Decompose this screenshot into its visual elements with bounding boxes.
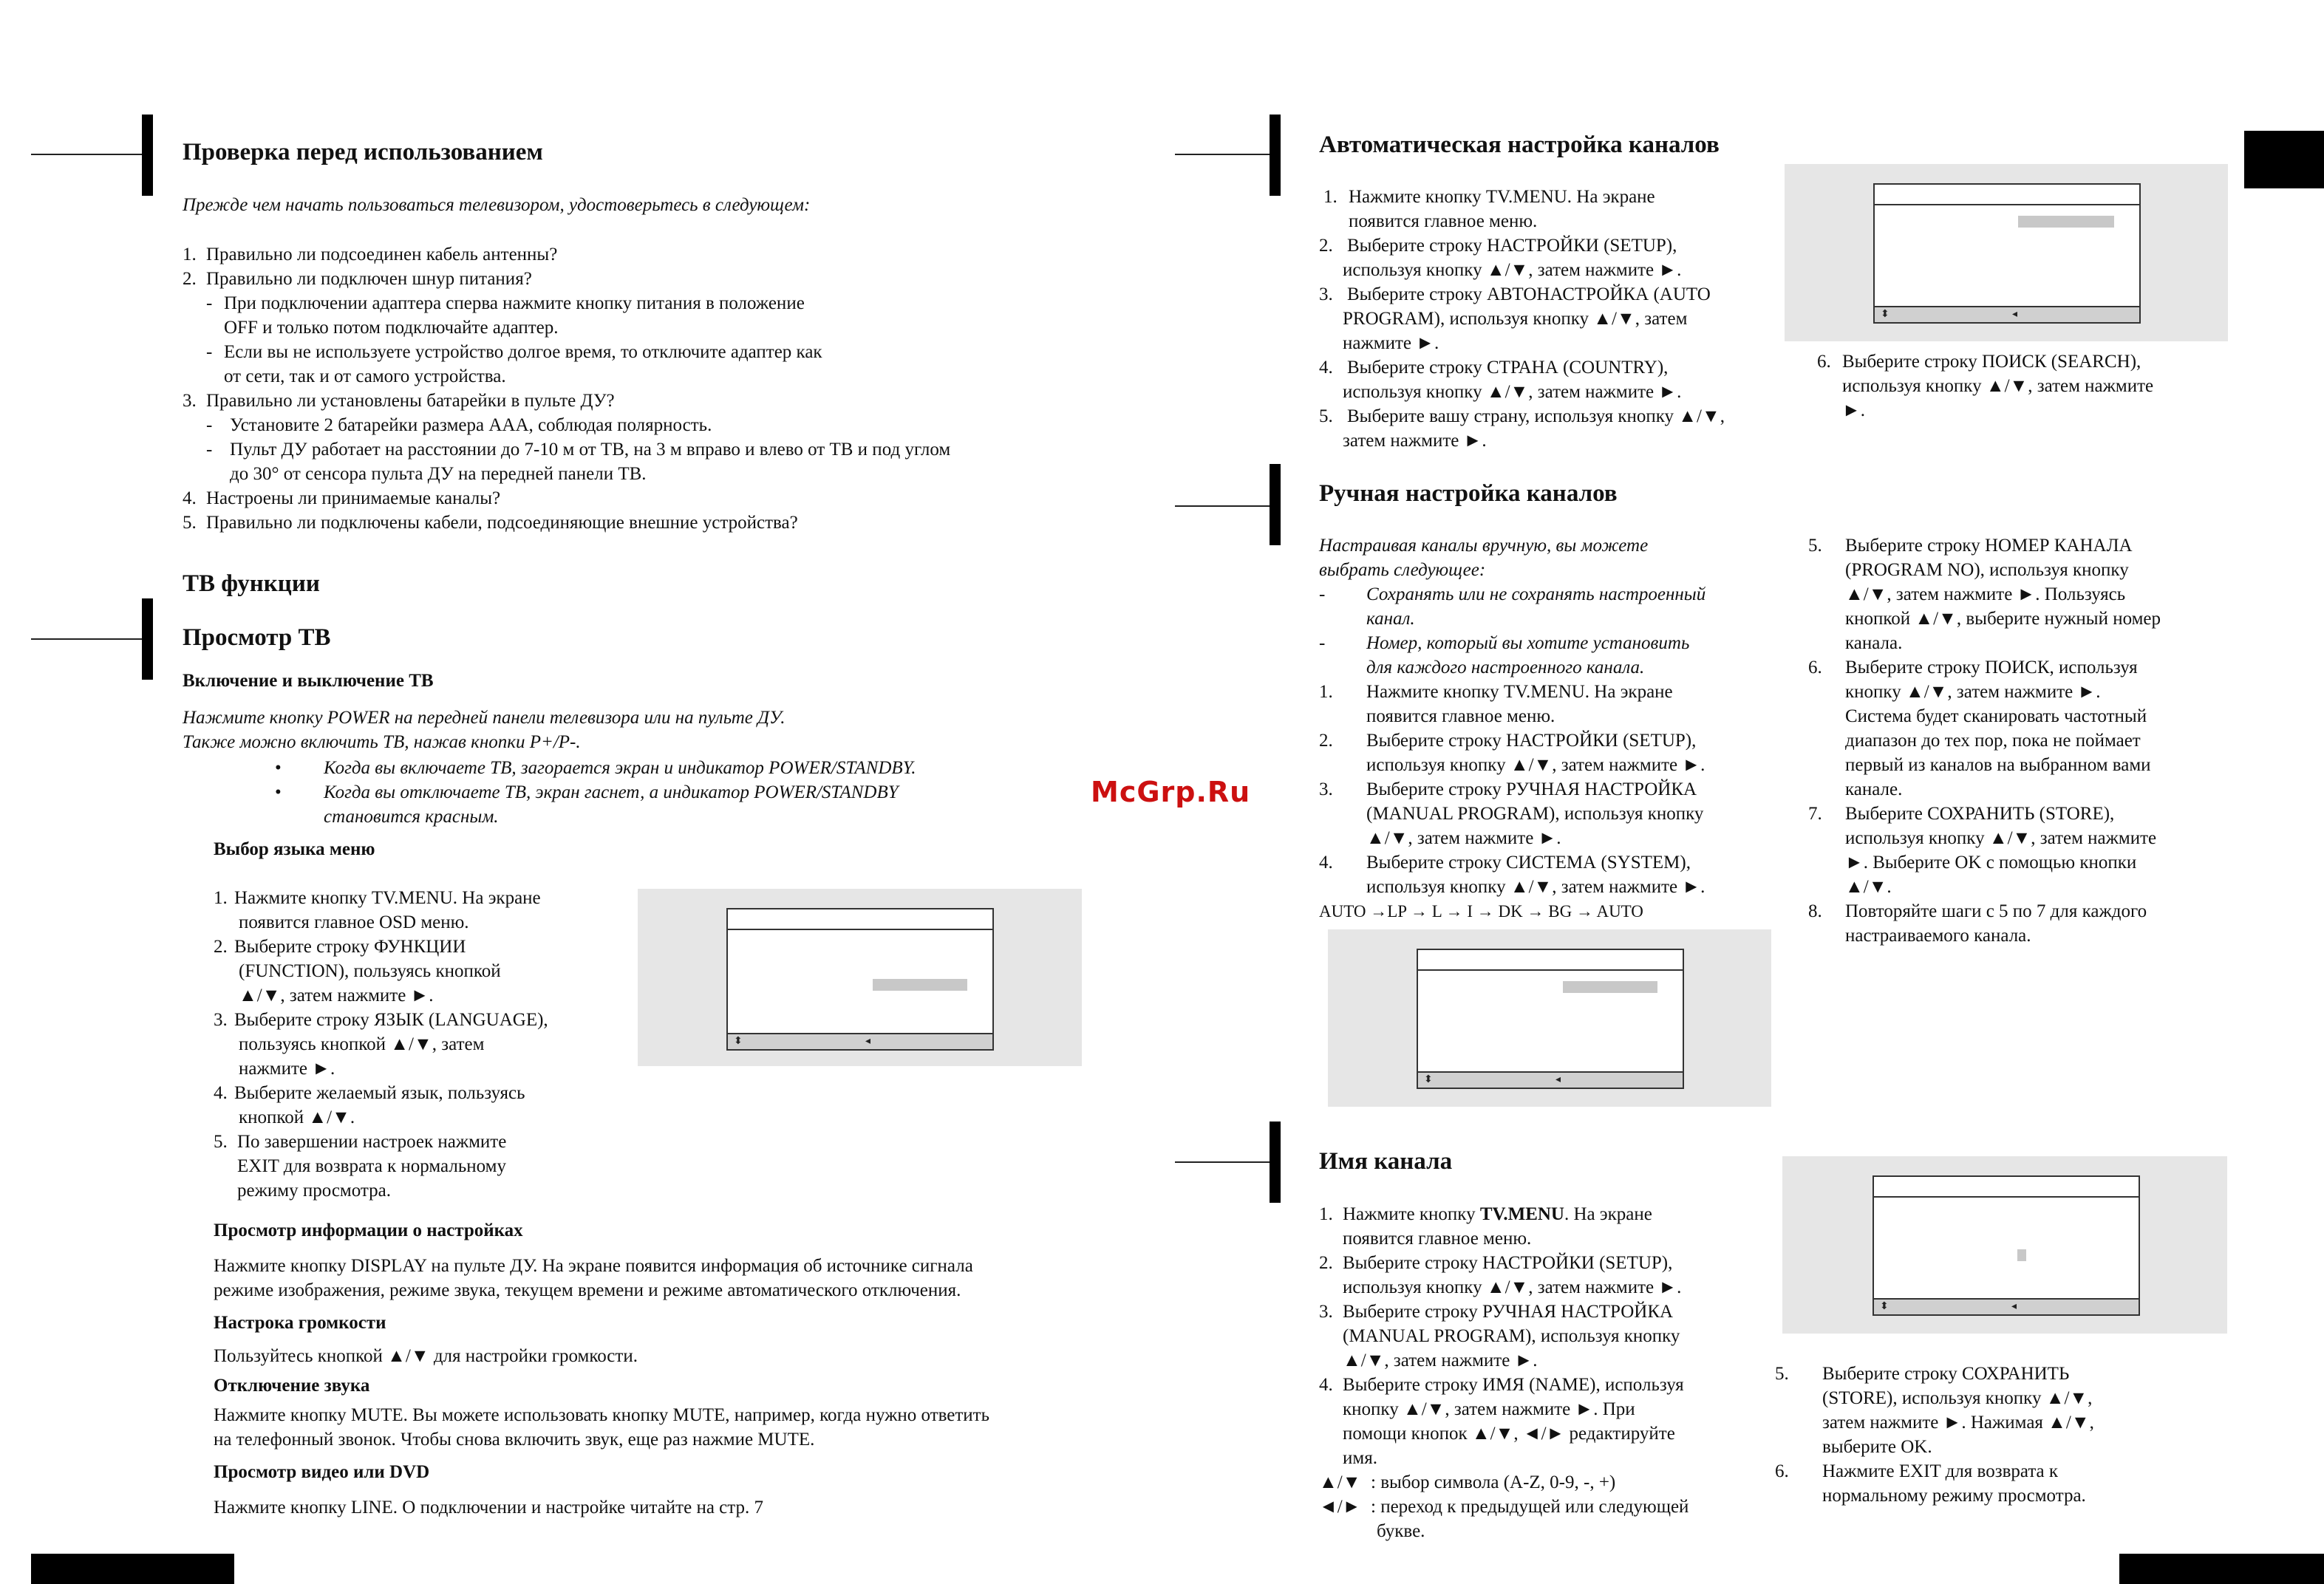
step-text: Нажмите кнопку TV.MENU. На экране xyxy=(1366,682,1673,702)
item-number: 2. xyxy=(183,269,197,289)
left-arrow-icon: ◂ xyxy=(865,1035,871,1047)
updown-arrow-icon: ⬍ xyxy=(734,1035,743,1047)
manual-step xyxy=(1319,680,1777,728)
lang-step xyxy=(214,886,613,935)
item-text: Настроены ли принимаемые каналы? xyxy=(206,488,501,508)
step-number: 5. xyxy=(1775,1364,1789,1384)
manual-intro: Настраивая каналы вручную, вы можете xyxy=(1319,536,1649,556)
step-text: кнопкой ▲/▼. xyxy=(239,1107,355,1127)
lang-step xyxy=(214,935,613,1008)
step-text: Система будет сканировать частотный xyxy=(1845,706,2147,726)
step-number: 3. xyxy=(214,1010,228,1030)
auto-step xyxy=(1319,185,1792,233)
item-number: 3. xyxy=(183,391,197,411)
step-text: используя кнопку ▲/▼, затем нажмите ►. xyxy=(1366,755,1705,775)
item-text: от сети, так и от самого устройства. xyxy=(224,366,506,386)
volume-text: Пользуйтесь кнопкой ▲/▼ для настройки громкости. xyxy=(214,1346,638,1366)
step-text: Выберите строку ПОИСК, используя xyxy=(1845,658,2138,677)
step-text: ►. xyxy=(1842,400,1865,420)
section-marker-bar xyxy=(142,598,153,680)
updown-arrow-icon: ⬍ xyxy=(1424,1073,1433,1085)
step-number: 2. xyxy=(1319,1253,1333,1273)
step-text: Выберите строку ПОИСК (SEARCH), xyxy=(1842,352,2141,372)
step-text: используя кнопку ▲/▼, затем нажмите ►. xyxy=(1343,260,1682,280)
osd-highlight-bar xyxy=(2018,216,2114,228)
step-text: Нажмите кнопку TV.MENU. На экране xyxy=(1349,187,1655,207)
page-corner-block xyxy=(2119,1554,2324,1584)
step-text: Выберите строку НАСТРОЙКИ (SETUP), xyxy=(1366,731,1697,751)
manual-title: Ручная настройка каналов xyxy=(1319,480,1618,507)
check-subitem xyxy=(183,291,1136,340)
item-text: Правильно ли подключен шнур питания? xyxy=(206,269,532,289)
step-text: Выберите строку НОМЕР КАНАЛА xyxy=(1845,536,2133,556)
check-item xyxy=(183,511,1136,535)
lang-step xyxy=(214,1130,613,1203)
manual-step xyxy=(1319,777,1777,850)
key-text: : выбор символа (A-Z, 0-9, -, +) xyxy=(1371,1472,1616,1492)
key-legend xyxy=(1319,1495,1762,1543)
step-text: появится главное меню. xyxy=(1343,1229,1532,1249)
step-text: пользуясь кнопкой ▲/▼, затем xyxy=(239,1034,485,1054)
manual-step xyxy=(1808,655,2237,802)
step-text: ▲/▼, затем нажмите ►. Пользуясь xyxy=(1845,584,2126,604)
step-text: канале. xyxy=(1845,779,1903,799)
bullet-item xyxy=(275,756,916,780)
step-text: настраиваемого канала. xyxy=(1845,926,2031,946)
step-text: диапазон до тех пор, пока не поймает xyxy=(1845,731,2141,751)
step-text xyxy=(1343,1202,1762,1226)
name-step xyxy=(1319,1202,1762,1251)
section-rule xyxy=(1175,1161,1271,1163)
item-number: 1. xyxy=(183,245,197,264)
step-text: Выберите желаемый язык, пользуясь xyxy=(234,1083,525,1103)
system-cycle: AUTO →LP → L → I → DK → BG → AUTO xyxy=(1319,902,1643,921)
step-text: Выберите строку СИСТЕМА (SYSTEM), xyxy=(1366,853,1691,873)
step-text: EXIT для возврата к нормальному xyxy=(237,1156,506,1176)
item-number: 5. xyxy=(183,513,197,533)
name-title: Имя канала xyxy=(1319,1148,1453,1175)
check-list xyxy=(183,242,1136,535)
step-text: имя. xyxy=(1343,1448,1377,1468)
tv-functions-title: ТВ функции xyxy=(183,570,320,597)
step-text: По завершении настроек нажмите xyxy=(237,1132,507,1152)
dash-mark: - xyxy=(206,293,213,313)
bullet-mark: • xyxy=(275,782,282,802)
osd-highlight-bar xyxy=(1563,981,1657,993)
osd-title-divider xyxy=(728,929,992,930)
osd-bottom-bar xyxy=(1874,1298,2139,1314)
osd-bottom-bar xyxy=(1875,306,2139,322)
step-text: кнопку ▲/▼, затем нажмите ►. xyxy=(1845,682,2101,702)
onoff-line: Нажмите кнопку POWER на передней панели телевизора или на пульте ДУ. xyxy=(183,708,786,728)
step-text: Выберите вашу страну, используя кнопку ▲/▼, xyxy=(1347,406,1725,426)
step-text: помощи кнопок ▲/▼, ◄/► редактируйте xyxy=(1343,1424,1675,1444)
step-text: появится главное меню. xyxy=(1349,211,1538,231)
dash-mark: - xyxy=(206,342,213,362)
info-line: Нажмите кнопку DISPLAY на пульте ДУ. На экране появится информация об источнике сигнала xyxy=(214,1256,973,1276)
view-tv-title: Просмотр ТВ xyxy=(183,624,331,651)
step-number: 1. xyxy=(214,888,228,908)
step-number: 5. xyxy=(214,1132,228,1152)
auto-title: Автоматическая настройка каналов xyxy=(1319,132,1720,158)
step-text: (PROGRAM NO), используя кнопку xyxy=(1845,560,2129,580)
osd-title-divider xyxy=(1874,1196,2139,1198)
osd-screenshot-panel xyxy=(1782,1156,2227,1334)
step-number: 1. xyxy=(1323,187,1338,207)
left-arrow-icon: ◂ xyxy=(2011,1300,2017,1312)
step-text: Выберите строку ИМЯ (NAME), используя xyxy=(1343,1375,1684,1395)
onoff-title: Включение и выключение ТВ xyxy=(183,671,434,691)
osd-screenshot-panel xyxy=(1328,929,1771,1107)
step-number: 6. xyxy=(1808,658,1822,677)
bullet-text: становится красным. xyxy=(324,807,499,827)
step-number: 1. xyxy=(1319,1204,1333,1224)
step-text: Выберите строку РУЧНАЯ НАСТРОЙКА xyxy=(1366,779,1697,799)
step-text: Выберите СОХРАНИТЬ (STORE), xyxy=(1845,804,2115,824)
step-number: 6. xyxy=(1775,1461,1789,1481)
mute-title: Отключение звука xyxy=(214,1376,370,1396)
mute-line: Нажмите кнопку MUTE. Вы можете использовать кнопку MUTE, например, когда нужно ответить xyxy=(214,1405,989,1425)
step-text: Выберите строку НАСТРОЙКИ (SETUP), xyxy=(1343,1253,1673,1273)
check-subitem xyxy=(183,437,1136,486)
item-text: OFF и только потом подключайте адаптер. xyxy=(224,318,559,338)
info-text xyxy=(214,1254,973,1303)
osd-title-divider xyxy=(1418,969,1683,971)
page-corner-block xyxy=(31,1554,234,1584)
mute-line: на телефонный звонок. Чтобы снова включить звук, еще раз нажмие MUTE. xyxy=(214,1430,815,1450)
check-item xyxy=(183,267,1136,291)
mute-text xyxy=(214,1403,989,1452)
step-number: 4. xyxy=(1319,1375,1333,1395)
item-text: до 30° от сенсора пульта ДУ на передней панели ТВ. xyxy=(230,464,647,484)
step-number: 3. xyxy=(1319,779,1333,799)
item-text: Пульт ДУ работает на расстоянии до 7-10 м от ТВ, на 3 м вправо и влево от ТВ и под углом xyxy=(230,440,951,460)
item-text: Правильно ли подключены кабели, подсоединяющие внешние устройства? xyxy=(206,513,798,533)
key-text: : переход к предыдущей или следующей xyxy=(1371,1497,1689,1517)
lang-steps xyxy=(214,886,613,1203)
onoff-bullets xyxy=(275,756,916,829)
auto-step xyxy=(1319,404,1792,453)
step-text: Выберите строку РУЧНАЯ НАСТРОЙКА xyxy=(1343,1302,1674,1322)
manual-step xyxy=(1808,533,2237,655)
step-number: 1. xyxy=(1319,682,1333,702)
step-text: появится главное OSD меню. xyxy=(239,912,469,932)
section-marker-bar xyxy=(1270,115,1281,196)
step-number: 2. xyxy=(1319,731,1333,751)
key-symbol: ▲/▼ xyxy=(1319,1472,1361,1492)
step-text: затем нажмите ►. xyxy=(1343,431,1487,451)
step-text: нажмите ►. xyxy=(1343,333,1439,353)
step-text: появится главное меню. xyxy=(1366,706,1555,726)
auto-steps xyxy=(1319,185,1792,453)
step-text: PROGRAM), используя кнопку ▲/▼, затем xyxy=(1343,309,1688,329)
left-arrow-icon: ◂ xyxy=(1555,1073,1561,1085)
section-rule xyxy=(31,638,142,640)
onoff-line: Также можно включить ТВ, нажав кнопки P+/P-. xyxy=(183,732,581,752)
bullet-text: Когда вы отключаете ТВ, экран гаснет, а индикатор POWER/STANDBY xyxy=(324,782,899,802)
manual-step xyxy=(1808,899,2237,948)
left-arrow-icon: ◂ xyxy=(2012,308,2018,320)
step-text: (FUNCTION), пользуясь кнопкой xyxy=(239,961,501,981)
name-step xyxy=(1775,1459,2189,1508)
step-text: Выберите строку АВТОНАСТРОЙКА (AUTO xyxy=(1347,284,1711,304)
step-text: используя кнопку ▲/▼, затем нажмите xyxy=(1842,376,2154,396)
step-number: 6. xyxy=(1817,352,1831,372)
manual-option xyxy=(1319,631,1777,680)
check-item xyxy=(183,486,1136,511)
osd-cursor xyxy=(2017,1249,2026,1261)
auto-step xyxy=(1319,282,1792,355)
step-text: нормальному режиму просмотра. xyxy=(1822,1486,2086,1506)
auto-step-6 xyxy=(1817,349,2153,423)
step-text: ▲/▼, затем нажмите ►. xyxy=(1366,828,1561,848)
step-text: Выберите строку НАСТРОЙКИ (SETUP), xyxy=(1347,236,1677,256)
step-text: используя кнопку ▲/▼, затем нажмите ►. xyxy=(1343,382,1682,402)
item-number: 4. xyxy=(183,488,197,508)
step-text: (STORE), используя кнопку ▲/▼, xyxy=(1822,1388,2093,1408)
option-text: канал. xyxy=(1366,609,1415,629)
osd-menu-window xyxy=(1873,183,2141,324)
check-intro: Прежде чем начать пользоваться телевизором, удостоверьтесь в следующем: xyxy=(183,195,811,215)
manual-left xyxy=(1319,533,1777,924)
step-text: Выберите строку ЯЗЫК (LANGUAGE), xyxy=(234,1010,548,1030)
osd-bottom-bar xyxy=(728,1033,992,1049)
section-rule xyxy=(1175,505,1271,507)
volume-title: Настрока громкости xyxy=(214,1313,386,1333)
osd-title-divider xyxy=(1875,204,2139,205)
dash-mark: - xyxy=(1319,633,1326,653)
check-subitem xyxy=(183,413,1136,437)
step-text: используя кнопку ▲/▼, затем нажмите xyxy=(1845,828,2157,848)
auto-step xyxy=(1319,233,1792,282)
name-step xyxy=(1319,1373,1762,1470)
step-text: ►. Выберите OK с помощью кнопки xyxy=(1845,853,2137,873)
step-text: режиму просмотра. xyxy=(237,1181,391,1201)
step-text: ▲/▼. xyxy=(1845,877,1892,897)
lang-step xyxy=(214,1081,613,1130)
bullet-mark: • xyxy=(275,758,282,778)
manual-intro: выбрать следующее: xyxy=(1319,560,1486,580)
step-text: Повторяйте шаги с 5 по 7 для каждого xyxy=(1845,901,2147,921)
step-text: (MANUAL PROGRAM), используя кнопку xyxy=(1343,1326,1680,1346)
step-number: 2. xyxy=(214,937,228,957)
bullet-text: Когда вы включаете ТВ, загорается экран и индикатор POWER/STANDBY. xyxy=(324,758,916,778)
key-text: букве. xyxy=(1377,1521,1425,1541)
step-text: канала. xyxy=(1845,633,1903,653)
step-number: 5. xyxy=(1808,536,1822,556)
updown-arrow-icon: ⬍ xyxy=(1880,1300,1889,1312)
step-number: 3. xyxy=(1319,1302,1333,1322)
lang-step xyxy=(214,1008,613,1081)
check-subitem xyxy=(183,340,1136,389)
dash-mark: - xyxy=(206,415,213,435)
section-rule xyxy=(31,154,142,155)
section-marker-bar xyxy=(142,115,153,196)
step1-post: . На экране xyxy=(1564,1204,1652,1224)
name-step xyxy=(1319,1251,1762,1300)
bullet-item xyxy=(275,780,916,829)
key-symbol: ◄/► xyxy=(1319,1497,1361,1517)
step-text: ▲/▼, затем нажмите ►. xyxy=(1343,1351,1538,1370)
manual-right xyxy=(1808,533,2237,948)
name-step xyxy=(1319,1300,1762,1373)
dash-mark: - xyxy=(206,440,213,460)
item-text: Если вы не используете устройство долгое время, то отключите адаптер как xyxy=(224,342,822,362)
item-text: При подключении адаптера сперва нажмите кнопку питания в положение xyxy=(224,293,805,313)
item-text: Правильно ли установлены батарейки в пульте ДУ? xyxy=(206,391,615,411)
key-legend xyxy=(1319,1470,1762,1495)
item-text: Правильно ли подсоединен кабель антенны? xyxy=(206,245,558,264)
osd-highlight-bar xyxy=(873,979,967,991)
osd-bottom-bar xyxy=(1418,1071,1683,1088)
lang-title: Выбор языка меню xyxy=(214,839,375,859)
step-text: нажмите ►. xyxy=(239,1059,335,1079)
step-text: используя кнопку ▲/▼, затем нажмите ►. xyxy=(1366,877,1705,897)
manual-option xyxy=(1319,582,1777,631)
onoff-text xyxy=(183,706,786,754)
auto-step xyxy=(1319,355,1792,404)
check-item xyxy=(183,242,1136,267)
step-number: 8. xyxy=(1808,901,1822,921)
section-marker-bar xyxy=(1270,464,1281,545)
auto-step xyxy=(1817,349,2153,423)
option-text: Сохранять или не сохранять настроенный xyxy=(1366,584,1706,604)
step-text: (MANUAL PROGRAM), используя кнопку xyxy=(1366,804,1704,824)
manual-step xyxy=(1319,728,1777,777)
manual-step xyxy=(1319,850,1777,899)
name-steps-right xyxy=(1775,1362,2189,1508)
name-step xyxy=(1775,1362,2189,1459)
step-text: Выберите строку СОХРАНИТЬ xyxy=(1822,1364,2070,1384)
step-text: затем нажмите ►. Нажимая ▲/▼, xyxy=(1822,1413,2094,1433)
check-item xyxy=(183,389,1136,413)
step-text: кнопку ▲/▼, затем нажмите ►. При xyxy=(1343,1399,1635,1419)
osd-screenshot-panel xyxy=(638,889,1082,1066)
item-text: Установите 2 батарейки размера ААА, соблюдая полярность. xyxy=(230,415,712,435)
step-text: Выберите строку ФУНКЦИИ xyxy=(234,937,466,957)
name-steps xyxy=(1319,1202,1762,1543)
step1-pre: Нажмите кнопку xyxy=(1343,1204,1480,1224)
osd-menu-window xyxy=(1417,949,1684,1089)
step-text: Нажмите EXIT для возврата к xyxy=(1822,1461,2059,1481)
step-number: 4. xyxy=(1319,358,1333,378)
step-number: 5. xyxy=(1319,406,1333,426)
updown-arrow-icon: ⬍ xyxy=(1881,308,1889,320)
check-title: Проверка перед использованием xyxy=(183,139,543,165)
step-number: 4. xyxy=(1319,853,1333,873)
step-number: 2. xyxy=(1319,236,1333,256)
section-marker-bar xyxy=(1270,1122,1281,1203)
info-title: Просмотр информации о настройках xyxy=(214,1221,523,1240)
osd-screenshot-panel xyxy=(1785,164,2228,341)
manual-step xyxy=(1808,802,2237,899)
step-text: Нажмите кнопку TV.MENU. На экране xyxy=(234,888,541,908)
step-text: Выберите строку СТРАНА (COUNTRY), xyxy=(1347,358,1669,378)
step-text: ▲/▼, затем нажмите ►. xyxy=(239,986,434,1006)
step-number: 4. xyxy=(214,1083,228,1103)
dash-mark: - xyxy=(1319,584,1326,604)
info-line: режиме изображения, режиме звука, текущем времени и режиме автоматического отключения. xyxy=(214,1280,961,1300)
option-text: Номер, который вы хотите установить xyxy=(1366,633,1690,653)
step-number: 7. xyxy=(1808,804,1822,824)
step-text: выберите OK. xyxy=(1822,1437,1932,1457)
osd-menu-window xyxy=(1873,1175,2140,1316)
section-rule xyxy=(1175,154,1271,155)
page-tab-block xyxy=(2244,131,2324,188)
option-text: для каждого настроенного канала. xyxy=(1366,658,1645,677)
step-text: используя кнопку ▲/▼, затем нажмите ►. xyxy=(1343,1277,1682,1297)
video-text: Нажмите кнопку LINE. О подключении и настройке читайте на стр. 7 xyxy=(214,1498,764,1518)
tv-menu-key: TV.MENU xyxy=(1479,1204,1564,1224)
watermark: McGrp.Ru xyxy=(1091,776,1251,808)
step-number: 3. xyxy=(1319,284,1333,304)
step-text: кнопкой ▲/▼, выберите нужный номер xyxy=(1845,609,2161,629)
video-title: Просмотр видео или DVD xyxy=(214,1462,430,1482)
osd-menu-window xyxy=(726,908,994,1051)
step-text: первый из каналов на выбранном вами xyxy=(1845,755,2151,775)
